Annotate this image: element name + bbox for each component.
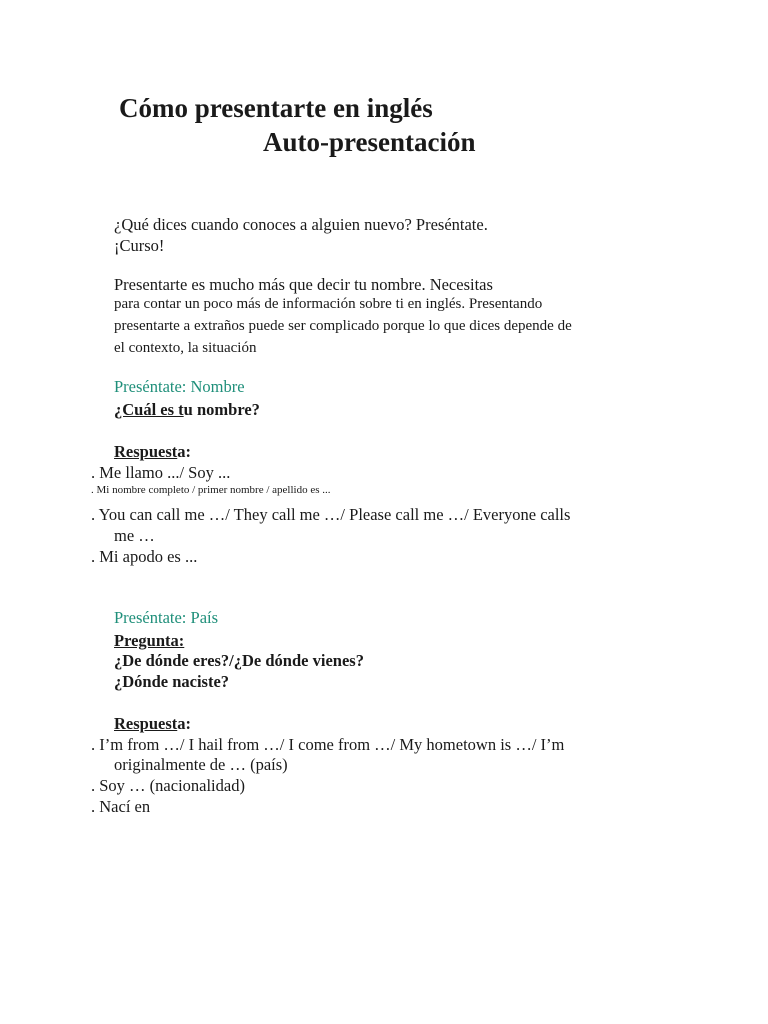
page-title-line-2: Auto-presentación (263, 127, 476, 157)
section-country-answer-3 (91, 796, 150, 817)
section-country-answer-1-continued: originalmente de … (país) (114, 755, 288, 774)
paragraph-line-4: el contexto, la situación (114, 340, 257, 356)
section-name-heading: Preséntate: Nombre (114, 377, 245, 396)
bullet: . (91, 797, 96, 816)
bullet: . (91, 735, 96, 754)
answer-text: You can call me …/ They call me …/ Please call me …/ Everyone calls (98, 505, 571, 524)
answer-text: Mi nombre completo / primer nombre / apellido es ... (96, 484, 331, 496)
section-name-answer-3 (91, 504, 570, 525)
section-country-answer-label (114, 713, 191, 734)
section-name-answer-2 (91, 484, 331, 496)
section-country-answer-label-rest: a: (177, 714, 192, 733)
page-title-line-1: Cómo presentarte en inglés (119, 93, 433, 123)
paragraph-line-1: Presentarte es mucho más que decir tu nombre. Necesitas (114, 275, 493, 294)
section-name-question-underlined: ¿Cuál es t (114, 400, 184, 419)
bullet: . (91, 776, 96, 795)
section-country-answer-2 (91, 775, 245, 796)
paragraph-line-2: para contar un poco más de información sobre ti en inglés. Presentando (114, 296, 543, 312)
section-country-answer-1 (91, 734, 564, 755)
answer-text: I’m from …/ I hail from …/ I come from …/ My hometown is …/ I’m (99, 735, 565, 754)
section-country-question-2: ¿Dónde naciste? (114, 672, 230, 691)
bullet: . (91, 505, 96, 524)
intro-line-2: ¡Curso! (114, 236, 165, 255)
section-name-answer-1 (91, 462, 230, 483)
answer-text: Mi apodo es ... (99, 547, 198, 566)
answer-text: Me llamo .../ Soy ... (99, 463, 231, 482)
section-name-question (114, 399, 260, 420)
answer-text: Nací en (99, 797, 151, 816)
bullet: . (91, 463, 96, 482)
intro-line-1: ¿Qué dices cuando conoces a alguien nuevo? Preséntate. (114, 215, 488, 234)
section-name-answer-label (114, 441, 191, 462)
section-name-answer-label-underlined: Respuest (114, 442, 178, 461)
section-name-answer-4 (91, 546, 197, 567)
section-name-answer-3-continued: me … (114, 526, 155, 545)
section-country-question-label: Pregunta: (114, 631, 185, 650)
section-name-answer-label-rest: a: (177, 442, 192, 461)
bullet: . (91, 484, 94, 496)
section-country-answer-label-underlined: Respuest (114, 714, 178, 733)
section-country-heading: Preséntate: País (114, 608, 219, 627)
section-name-question-rest: u nombre? (183, 400, 260, 419)
paragraph-line-3: presentarte a extraños puede ser complicado porque lo que dices depende de (114, 318, 572, 334)
answer-text: Soy … (nacionalidad) (99, 776, 245, 795)
bullet: . (91, 547, 96, 566)
section-country-question-1: ¿De dónde eres?/¿De dónde vienes? (114, 651, 364, 670)
